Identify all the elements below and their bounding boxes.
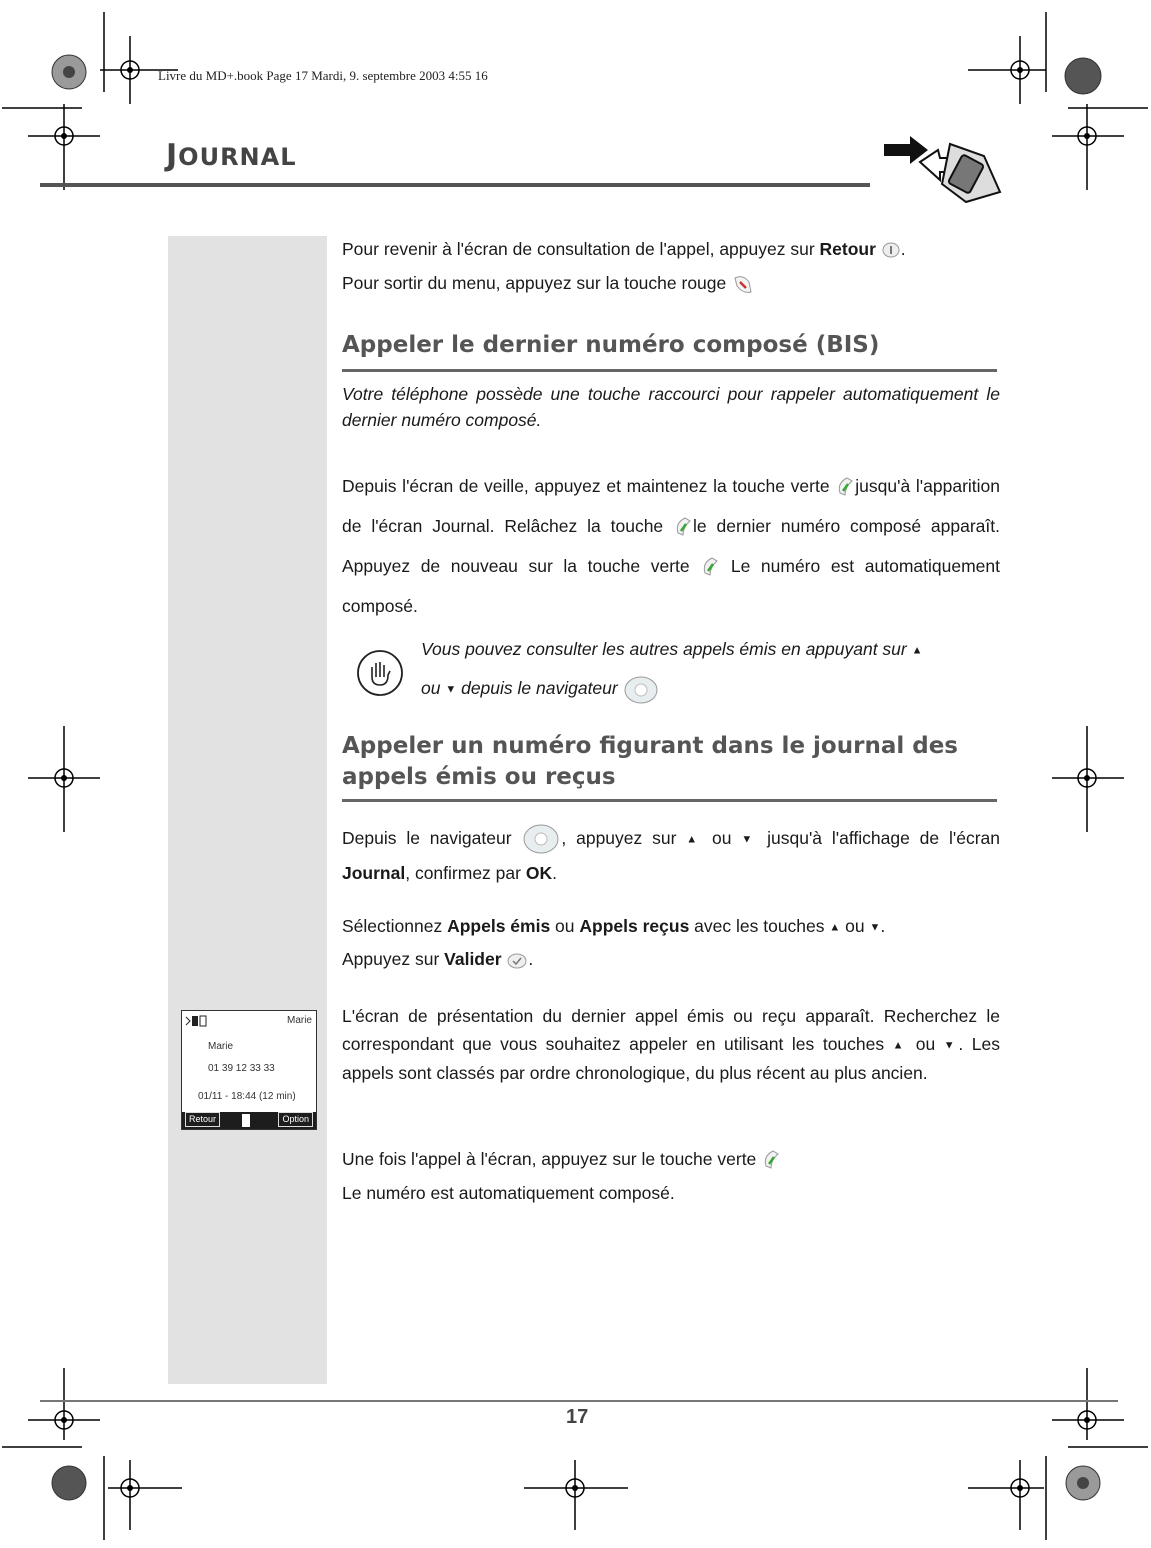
call-log-icon xyxy=(185,1014,213,1028)
bis-text-b: jusqu'à l'apparition de l'écran Journal. Relâchez la touche xyxy=(342,476,1001,536)
nav-text-a: Depuis le navigateur xyxy=(342,828,522,848)
down-arrow-icon: ▼ xyxy=(445,683,457,696)
bis-intro: Votre téléphone possède une touche raccourci pour rappeler automatiquement le dernier numéro composé. xyxy=(342,384,1000,430)
bis-text-c: le dernier numéro composé apparaît. Appuyez de nouveau sur la touche verte xyxy=(342,516,1000,576)
select-text-c: ou xyxy=(550,916,580,936)
nav-text-f: , confirmez par xyxy=(405,863,526,884)
ok-keyword: OK xyxy=(525,863,553,884)
select-text-e: avec les touches xyxy=(689,916,830,936)
phone-contact-number: 01 39 12 33 33 xyxy=(208,1063,275,1074)
valider-key-icon xyxy=(506,951,528,971)
tip-text-a: Vous pouvez consulter les autres appels émis en appuyant sur xyxy=(421,639,912,659)
down-arrow-icon: ▼ xyxy=(943,1039,959,1052)
up-arrow-icon: ▲ xyxy=(892,1039,908,1052)
final-text-b: Le numéro est automatiquement composé. xyxy=(342,1183,675,1203)
navigator-icon xyxy=(623,675,659,705)
phone-top-name: Marie xyxy=(286,1015,312,1026)
select-text-j: . xyxy=(528,949,534,970)
green-key-icon xyxy=(700,555,720,579)
phone-screen-illustration xyxy=(181,1010,317,1130)
section-title-rest: OURNAL xyxy=(178,143,297,171)
up-arrow-icon: ▲ xyxy=(686,833,703,846)
nav-text-d: jusqu'à l'affichage de l'écran xyxy=(757,828,1001,848)
bis-text-d: Le numéro est automatiquement composé. xyxy=(342,556,1000,616)
green-key-icon xyxy=(673,515,693,539)
present-text-c: . Les appels sont classés par ordre chronologique, du plus récent au plus ancien. xyxy=(342,1034,1000,1084)
heading-journal: Appeler un numéro figurant dans le journal des appels émis ou reçus xyxy=(342,733,958,790)
journal-keyword: Journal xyxy=(342,863,406,884)
retour-key-icon xyxy=(881,240,901,260)
down-arrow-icon: ▼ xyxy=(741,833,758,846)
present-text-b: ou xyxy=(907,1034,944,1054)
bis-text-a: Depuis l'écran de veille, appuyez et maintenez la touche verte xyxy=(342,476,836,496)
print-header: Livre du MD+.book Page 17 Mardi, 9. septembre 2003 4:55 16 xyxy=(158,68,488,83)
up-arrow-icon: ▲ xyxy=(911,644,923,657)
intro-text-1: Pour revenir à l'écran de consultation de l'appel, appuyez sur xyxy=(342,239,820,259)
green-key-icon xyxy=(761,1148,781,1172)
footer-rule xyxy=(40,1400,1118,1402)
nav-text-b: , appuyez sur xyxy=(561,828,687,848)
up-arrow-icon: ▲ xyxy=(829,921,841,934)
green-key-icon xyxy=(835,475,855,499)
journal-chapter-icon xyxy=(880,132,1004,208)
nav-text-c: ou xyxy=(702,828,742,848)
red-key-icon xyxy=(731,272,755,296)
intro-line-1 xyxy=(342,234,1000,264)
heading-journal-rule xyxy=(342,799,997,802)
final-text-a: Une fois l'appel à l'écran, appuyez sur le touche verte xyxy=(342,1149,757,1169)
appels-recus-keyword: Appels reçus xyxy=(579,916,690,936)
down-arrow-icon: ▼ xyxy=(869,921,881,934)
presentation-text xyxy=(342,1002,1000,1087)
nav-instructions xyxy=(342,821,1000,890)
final-instructions xyxy=(342,1142,1000,1210)
intro-text-1-end: . xyxy=(900,239,906,259)
retour-keyword: Retour xyxy=(819,239,876,259)
valider-keyword: Valider xyxy=(444,949,502,970)
present-text-a: L'écran de présentation du dernier appel émis ou reçu apparaît. Recherchez le correspondant que vous souhaitez appeler en utilisant les touches xyxy=(342,1006,1000,1054)
section-title xyxy=(166,138,297,173)
select-text-g: . xyxy=(880,916,886,936)
select-text-a: Sélectionnez xyxy=(342,916,448,936)
hand-tip-icon xyxy=(356,649,404,697)
heading-bis-rule xyxy=(342,369,997,372)
select-instructions xyxy=(342,910,1000,975)
intro-line-2 xyxy=(342,268,1000,298)
scroll-arrows-icon xyxy=(242,1114,250,1127)
phone-call-datetime: 01/11 - 18:44 (12 min) xyxy=(198,1091,296,1102)
select-text-h: Appuyez sur xyxy=(342,949,445,970)
select-text-f: ou xyxy=(840,916,870,936)
nav-text-h: . xyxy=(552,863,557,884)
intro-text-2: Pour sortir du menu, appuyez sur la touche rouge xyxy=(342,273,727,293)
sidebar-margin xyxy=(168,236,327,1384)
appels-emis-keyword: Appels émis xyxy=(447,916,551,936)
tip-text xyxy=(421,630,1001,709)
phone-contact-name: Marie xyxy=(208,1041,234,1052)
title-rule xyxy=(40,183,870,187)
section-title-initial: J xyxy=(166,138,179,173)
navigator-icon xyxy=(521,823,561,855)
phone-softkey-bar xyxy=(182,1112,316,1129)
heading-bis: Appeler le dernier numéro composé (BIS) xyxy=(342,332,880,358)
page-number: 17 xyxy=(566,1406,589,1428)
bis-instructions xyxy=(342,466,1000,626)
option-softkey: Option xyxy=(278,1112,313,1127)
tip-text-b: ou xyxy=(421,678,446,699)
tip-text-c: depuis le navigateur xyxy=(456,678,618,699)
retour-softkey: Retour xyxy=(185,1112,220,1127)
